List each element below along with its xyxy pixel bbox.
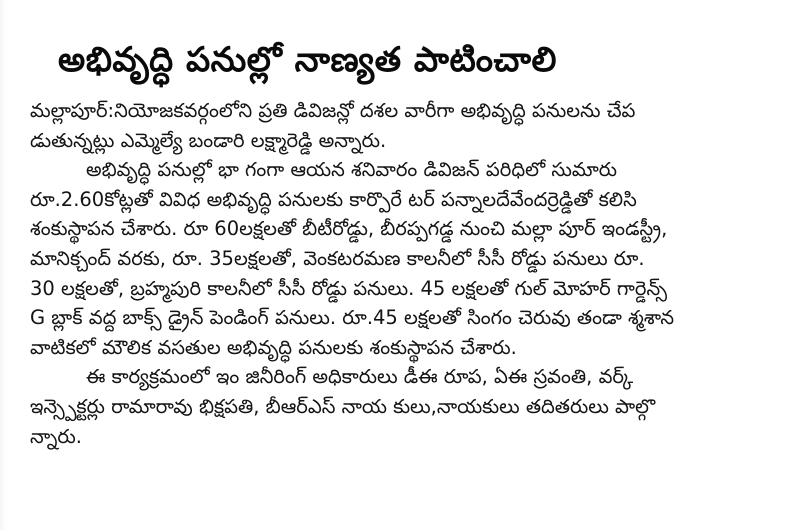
- article-line-2: డుతున్నట్లు ఎమ్మెల్యే బండారి లక్ష్మారెడ్డి అన్నారు.: [30, 128, 387, 152]
- article-line-5: శంకుస్థాపన చేశారు. రూ 60లక్షలతో బీటీరోడ్డు, బీరప్పగడ్డ నుంచి మల్లా పూర్ ఇండస్ట్రీ,: [30, 217, 668, 241]
- article-line-12: న్నారు.: [30, 424, 82, 448]
- article-line-8: G బ్లాక్ వద్ద బాక్స్ డ్రైన్ పెండింగ్ పనులు. రూ.45 లక్షలతో సింగం చెరువు తండా శ్మశాన: [30, 306, 675, 330]
- article-line-11: ఇన్స్పెక్టర్లు రామారావు భిక్షపతి, బీఆర్ఎస్ నాయ కులు,నాయకులు తదితరులు పాల్గొ: [30, 394, 656, 418]
- article-line-9: వాటికలో మౌలిక వసతుల అభివృద్ధి పనులకు శంకుస్థాపన చేశారు.: [30, 335, 517, 359]
- article-headline: అభివృద్ధి పనుల్లో నాణ్యత పాటించాలి: [58, 40, 557, 80]
- article-line-7: 30 లక్షలతో, బ్రహ్మపురి కాలనీలో సీసీ రోడ్డు పనులు. 45 లక్షలతో గుల్ మోహర్ గార్డెన్స్: [30, 276, 668, 300]
- article-line-6: మానిక్చంద్ వరకు, రూ. 35లక్షలతో, వెంకటరమణ కాలనీలో సీసీ రోడ్డు పనులు రూ.: [30, 246, 645, 270]
- article-line-4: రూ.2.60కోట్లతో వివిధ అభివృద్ధి పనులకు కార్పొరే టర్ పన్నాలదేవేందర్రెడ్డితో కలిసి: [30, 187, 637, 211]
- article-line-3: అభివృద్ధి పనుల్లో భా గంగా ఆయన శనివారం డివిజన్ పరిధిలో సుమారు: [86, 158, 618, 182]
- article-line-1: మల్లాపూర్:నియోజకవర్గంలోని ప్రతి డివిజన్లో దశల వారీగా అభివృద్ధి పనులను చేప: [30, 99, 636, 122]
- page-edge-shadow: [0, 0, 6, 530]
- article-line-10: ఈ కార్యక్రమంలో ఇం జినీరింగ్ అధికారులు డీఈ రూప, ఏఈ స్రవంతి, వర్క్: [86, 365, 634, 389]
- article-body: [30, 96, 780, 451]
